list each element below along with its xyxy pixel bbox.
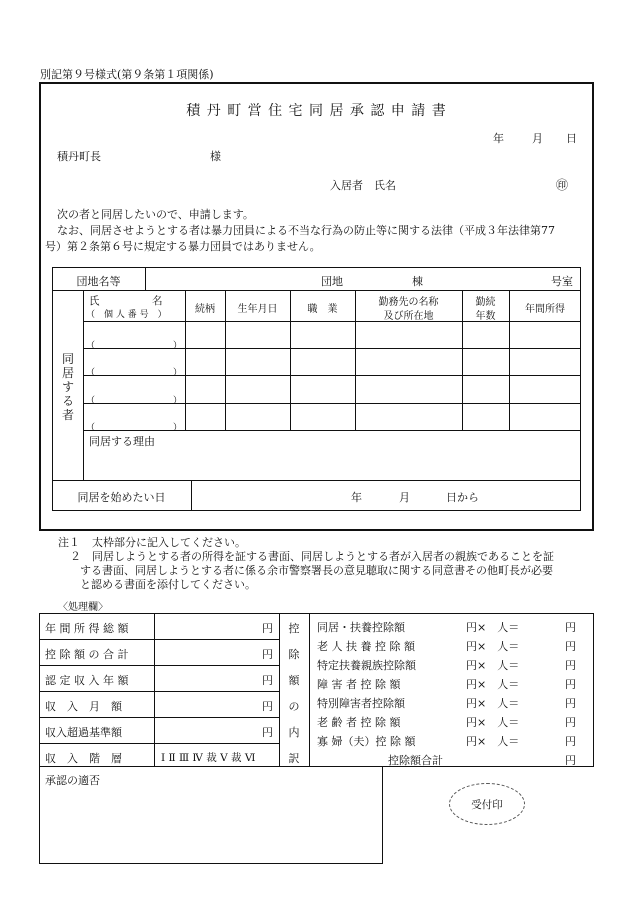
header-years-1: 勤続 [475,297,496,308]
date-year-label: 年 [493,132,504,145]
yen-unit: 円 [565,735,576,748]
start-year-label: 年 [351,491,362,504]
paren-open: （ [86,423,96,433]
note-1-number: 注１ [58,536,80,549]
yen-unit: 円 [565,754,576,767]
yen-unit: 円 [262,726,273,739]
yen-unit: 円 [565,697,576,710]
breakdown-char: の [288,700,300,713]
header-workplace-1: 勤務先の名称 [378,297,439,308]
building-suffix: 棟 [412,275,423,288]
received-stamp-label: 受付印 [471,799,503,811]
body-text-1: 次の者と同居したいので、申請します。 [57,208,254,221]
deduction-calc: 円× 人＝ [466,678,520,691]
yen-unit: 円 [565,716,576,729]
processing-label: 〈処理欄〉 [58,602,108,613]
date-day-label: 日 [566,132,577,145]
honorific: 様 [210,150,221,163]
deduction-calc: 円× 人＝ [466,735,520,748]
yen-unit: 円 [262,700,273,713]
deduction-label: 特定扶養親族控除額 [317,659,416,672]
breakdown-char: 訳 [288,752,300,765]
complex-name-label: 団地名等 [76,275,121,288]
deduction-total-label: 控 除 額 の 合 計 [45,648,129,661]
header-name: 氏 名 [89,295,163,307]
yen-unit: 円 [262,674,273,687]
seal-icon: ㊞ [556,178,569,192]
paren-close: ） [173,423,183,433]
note-2-line-2: する書面、同居しようとする者に係る余市警察署長の意見聴取に関する同意書その他町長が必要 [80,564,553,577]
deduction-label: 障 害 者 控 除 額 [317,678,401,691]
deduction-calc: 円× 人＝ [466,659,520,672]
header-personal-number: （ 個 人 番 号 ） [86,310,167,320]
breakdown-char: 額 [288,674,300,687]
deduction-calc: 円× 人＝ [466,697,520,710]
monthly-income-label: 収 入 月 額 [45,700,122,713]
yen-unit: 円 [262,648,273,661]
annual-income-total-label: 年 間 所 得 総 額 [45,622,129,635]
deduction-label: 同居・扶養控除額 [317,621,405,634]
deduction-label: 寡 婦（夫）控 除 額 [317,735,416,748]
start-date-label: 同居を始めたい日 [77,491,166,504]
deduction-calc: 円× 人＝ [466,716,520,729]
paren-open: （ [86,396,96,406]
body-text-2: なお、同居させようとする者は暴力団員による不当な行為の防止等に関する法律（平成３年法律第77 [57,224,555,237]
paren-open: （ [86,341,96,351]
yen-unit: 円 [262,622,273,635]
paren-open: （ [86,368,96,378]
yen-unit: 円 [565,621,576,634]
deduction-calc: 円× 人＝ [466,621,520,634]
note-2-line-1: 同居しようとする者の所得を証する書面、同居しようとする者が入居者の親族であることを証 [92,550,554,563]
form-title: 積 丹 町 営 住 宅 同 居 承 認 申 請 書 [186,103,447,119]
header-workplace-2: 及び所在地 [383,311,434,322]
cohabitants-side-label: 同居する者 [61,352,74,422]
room-suffix: 号室 [551,275,573,288]
breakdown-char: 除 [288,648,300,661]
applicant-name-label: 入居者 氏名 [330,179,396,192]
paren-close: ） [173,396,183,406]
yen-unit: 円 [565,659,576,672]
deduction-label: 老 齢 者 控 除 額 [317,716,401,729]
date-month-label: 月 [532,132,543,145]
yen-unit: 円 [565,678,576,691]
income-level-label: 収 入 階 層 [45,752,122,765]
deduction-calc: 円× 人＝ [466,640,520,653]
header-years-2: 年数 [475,311,496,322]
paren-close: ） [173,368,183,378]
deduction-label: 特別障害者控除額 [317,697,405,710]
deduction-total-sum-label: 控除額合計 [388,754,443,767]
income-level-values: Ⅰ Ⅱ Ⅲ Ⅳ 裁 Ⅴ 裁 Ⅵ [161,752,256,764]
start-month-label: 月 [399,491,410,504]
start-day-label: 日から [446,491,479,504]
note-1: 太枠部分に記入してください。 [92,536,246,549]
header-occupation: 職 業 [307,304,338,315]
deduction-label: 老 人 扶 養 控 除 額 [317,640,415,653]
income-limit-label: 収入超過基準額 [45,726,122,739]
note-2-line-3: と認める書面を添付してください。 [80,578,256,591]
form-reference: 別記第９号様式(第９条第１項関係) [40,68,214,81]
certified-income-label: 認 定 収 入 年 額 [45,674,129,687]
yen-unit: 円 [565,640,576,653]
paren-close: ） [173,341,183,351]
header-birthdate: 生年月日 [237,304,278,315]
breakdown-char: 控 [288,622,300,635]
cohabitation-reason-label: 同居する理由 [89,435,155,448]
header-annual-income: 年間所得 [525,304,565,315]
approval-label: 承認の適否 [45,774,100,787]
note-2-number: ２ [70,550,81,563]
header-relation: 続柄 [195,304,215,315]
body-text-3: 号）第２条第６号に規定する暴力団員ではありません。 [45,240,321,253]
breakdown-char: 内 [288,726,300,739]
addressee: 積丹町長 [57,150,101,163]
complex-suffix: 団地 [321,275,343,288]
